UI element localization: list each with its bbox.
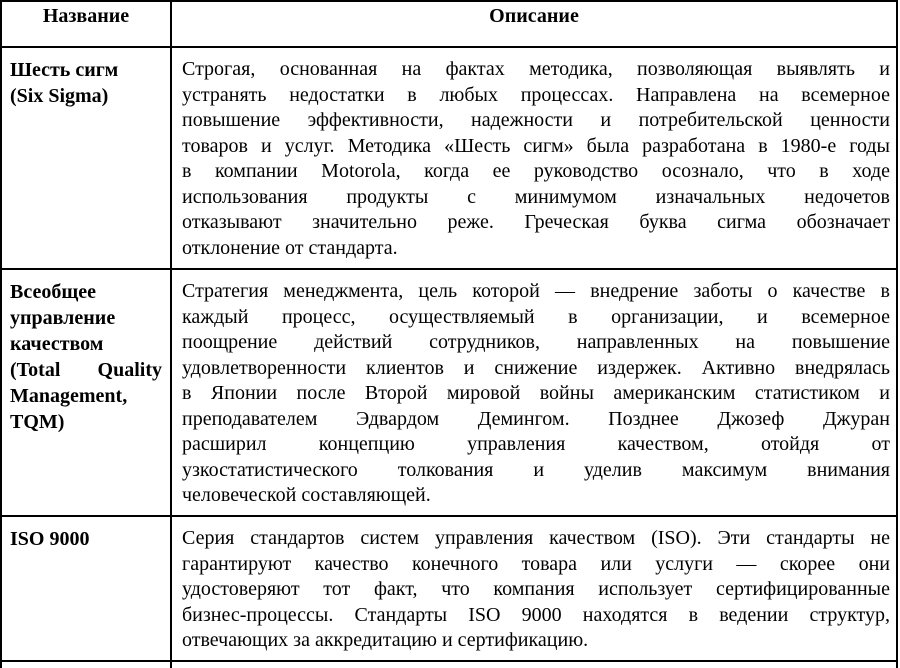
table-row-partial — [1, 661, 897, 668]
method-description-tqm: Стратегия менеджмента, цель которой — внедрение заботы о качестве в каждый процесс, осуществляемый в организации, и всемерное поощрение действий сотрудников, направленных на повышение удовлетворенности клиентов и снижение издержек. Активно внедрялась в Японии после Второй мировой войны американским статистиком и преподавателем Эдвардом Демингом. Позднее Джозеф Джуран расширил концепцию управления качеством, отойдя от узкостатистического толкования и уделив максимум внимания человеческой составляющей. — [171, 269, 897, 516]
table-row-tqm — [1, 269, 897, 516]
table-row-six-sigma — [1, 47, 897, 269]
method-description-six-sigma: Строгая, основанная на фактах методика, позволяющая выявлять и устранять недостатки в любых процессах. Направлена на всемерное повышение эффективности, надежности и потребительской ценности товаров и услуг. Методика «Шесть сигм» была разработана в 1980-е годы в компании Motorola, когда ее руководство осознало, что в ходе использования продукты с минимумом изначальных недочетов отказывают значительно реже. Греческая буква сигма обозначает отклонение от стандарта. — [171, 47, 897, 269]
method-name-iso-9000: ISO 9000 — [1, 516, 171, 661]
table-header-row — [1, 1, 897, 47]
method-description-iso-9000: Серия стандартов систем управления качеством (ISO). Эти стандарты не гарантируют качество конечного товара или услуги — скорее они удостоверяют тот факт, что компания использует сертифицированные бизнес-процессы. Стандарты ISO 9000 находятся в ведении структур, отвечающих за аккредитацию и сертификацию. — [171, 516, 897, 661]
table-row-iso-9000 — [1, 516, 897, 661]
method-name-partial — [1, 661, 171, 668]
method-name-tqm: Всеобщее управление качеством (Total Quality Management, TQM) — [1, 269, 171, 516]
column-header-description: Описание — [171, 1, 897, 47]
column-header-name: Название — [1, 1, 171, 47]
method-name-six-sigma: Шесть сигм (Six Sigma) — [1, 47, 171, 269]
method-description-partial — [171, 661, 897, 668]
